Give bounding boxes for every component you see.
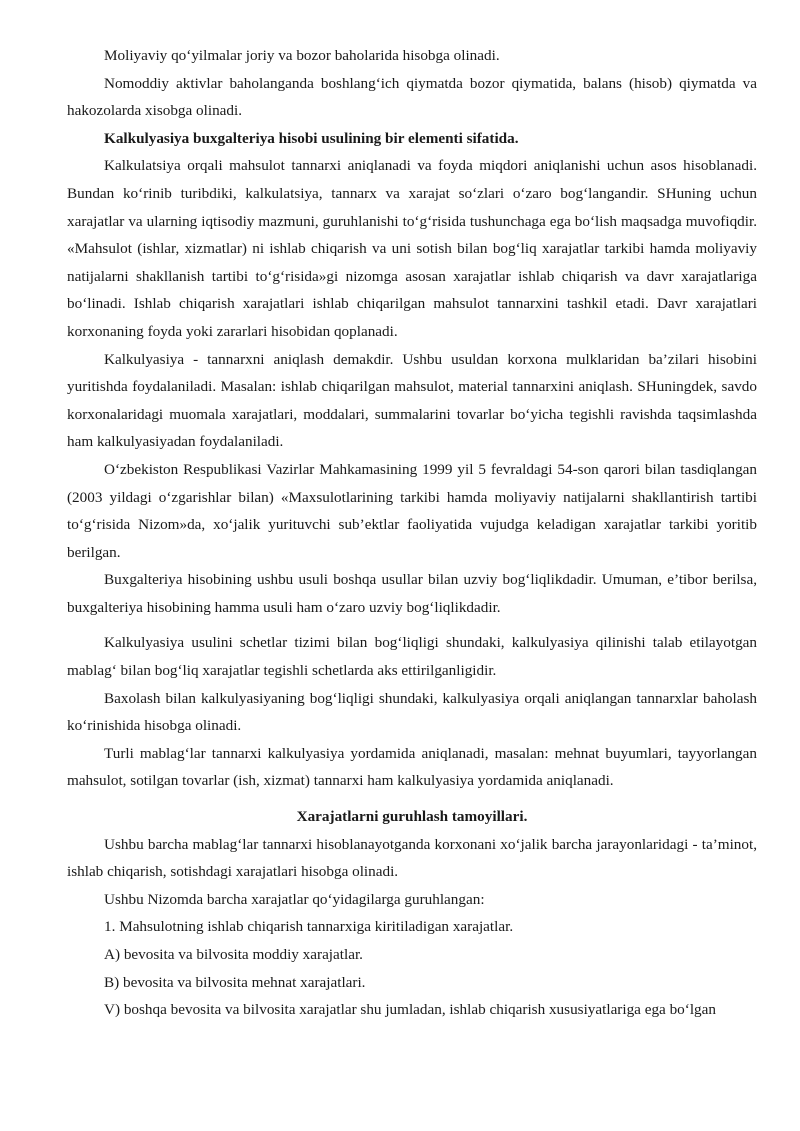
paragraph-financial-investments: Moliyaviy qo‘yilmalar joriy va bozor baholarida hisobga olinadi. <box>104 47 500 64</box>
section-title-calculation: Kalkulyasiya buxgalteriya hisobi usulining bir elementi sifatida. <box>104 129 519 147</box>
paragraph-processes: Ushbu barcha mablag‘lar tannarxi hisoblanayotganda korxonani xo‘jalik barcha jarayonlaridagi - ta’minot, ishlab chiqarish, sotishdagi xarajatlari hisobga olinadi. <box>67 835 757 881</box>
document-page <box>67 42 757 1024</box>
paragraph-accounts-relation: Kalkulyasiya usulini schetlar tizimi bilan bog‘liqligi shundaki, kalkulyasiya qilinishi talab etilayotgan mablag‘ bilan bog‘liq xarajatlar tegishli schetlarda aks ettirilganligidir. <box>67 634 757 680</box>
paragraph-other-costs: V) boshqa bevosita va bilvosita xarajatlar shu jumladan, ishlab chiqarish xususiyatlariga ega bo‘lgan <box>104 1001 716 1019</box>
paragraph-method-relations: Buxgalteriya hisobining ushbu usuli boshqa usullar bilan uzviy bog‘liqlikdadir. Umuman, e’tibor berilsa, buxgalteriya hisobining hamma usuli ham o‘zaro uzviy bog‘liqlikdadir. <box>67 571 757 616</box>
paragraph-valuation-relation: Baxolash bilan kalkulyasiyaning bog‘liqligi shundaki, kalkulyasiya orqali aniqlangan tannarxlar baholash ko‘rinishida hisobga olinadi. <box>67 689 757 735</box>
paragraph-calculation-definition: Kalkulyasiya - tannarxni aniqlash demakdir. Ushbu usuldan korxona mulklaridan ba’zilari hisobini yuritishda foydalaniladi. Masalan: ishlab chiqarilgan mahsulot, material tannarxini aniqlash. SHuningdek, savdo korxonalaridagi muomala xarajatlari, moddalari, summalarini tovarlar bo‘yicha tegishli ravishda taqsimlashda ham kalkulyasiyadan foydalaniladi. <box>67 350 757 451</box>
paragraph-cost-determination: Turli mablag‘lar tannarxi kalkulyasiya yordamida aniqlanadi, masalan: mehnat buyumlari, tayyorlangan mahsulot, sotilgan tovarlar (ish, xizmat) tannarxi ham kalkulyasiya yordamida aniqlanadi. <box>67 744 757 790</box>
paragraph-intangible-assets: Nomoddiy aktivlar baholanganda boshlang‘ich qiymatda bozor qiymatida, balans (hisob) qiymatda va hakozolarda xisobga olinadi. <box>67 74 757 120</box>
paragraph-calculation-basis: Kalkulatsiya orqali mahsulot tannarxi aniqlanadi va foyda miqdori aniqlanishi uchun asos hisoblanadi. Bundan ko‘rinib turibdiki, kalkulatsiya, tannarx va xarajat so‘zlari o‘zaro bog‘langandir. SHuning uchun xarajatlar va ularning iqtisodiy mazmuni, guruhlanishi to‘g‘risida tushunchaga ega bo‘lish maqsadga muvofiqdir. «Mahsulot (ishlar, xizmatlar) ni ishlab chiqarish va uni sotish bilan bog‘liq xarajatlar tarkibi hamda moliyaviy natijalarni shakllanish tartibi to‘g‘risida»gi nizomga asosan xarajatlar ishlab chiqarish va davr xarajatlariga bo‘linadi. Ishlab chiqarish xarajatlari ishlab chiqarilgan mahsulot tannarxini tashkil etadi. Davr xarajatlari korxonaning foyda yoki zararlari hisobidan qoplanadi. <box>67 157 757 340</box>
list-item-a: A) bevosita va bilvosita moddiy xarajatlar. <box>104 946 363 963</box>
list-item-b: B) bevosita va bilvosita mehnat xarajatlari. <box>104 973 366 991</box>
paragraph-regulation: O‘zbekiston Respublikasi Vazirlar Mahkamasining 1999 yil 5 fevraldagi 54-son qarori bilan tasdiqlangan (2003 yildagi o‘zgarishlar bilan) «Maxsulotlarining tarkibi hamda moliyaviy natijalarni shakllantirish tartibi to‘g‘risida Nizom»da, xo‘jalik yurituvchi sub’ektlar faoliyatida vujudga keladigan xarajatlar tarkibi yoritib berilgan. <box>67 460 757 561</box>
paragraph-grouping-intro: Ushbu Nizomda barcha xarajatlar qo‘yidagilarga guruhlangan: <box>104 890 485 908</box>
section-heading-cost-grouping: Xarajatlarni guruhlash tamoyillari. <box>296 808 528 826</box>
list-item-1: 1. Mahsulotning ishlab chiqarish tannarxiga kiritiladigan xarajatlar. <box>104 918 514 936</box>
